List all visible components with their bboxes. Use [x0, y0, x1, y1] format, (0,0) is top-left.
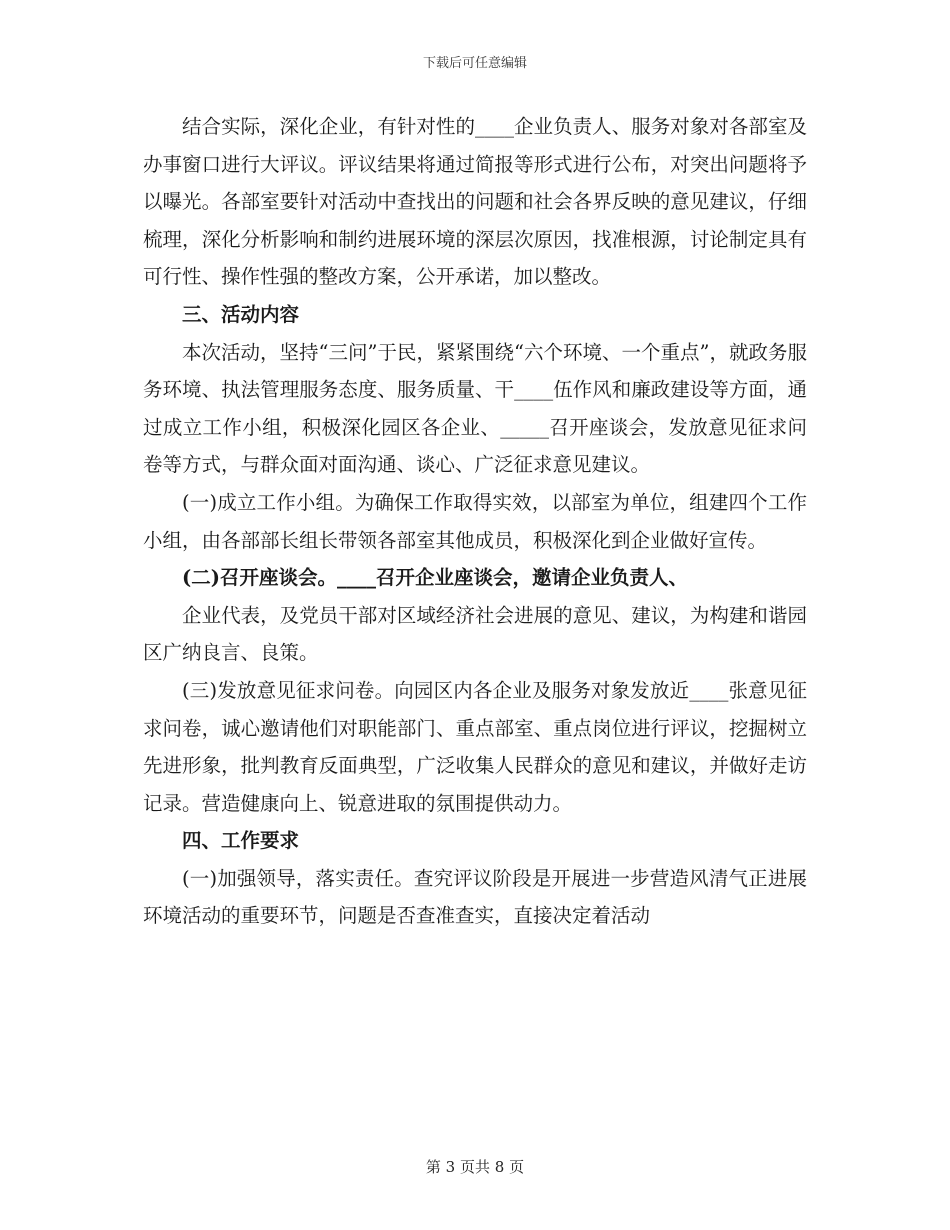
section-heading-activity-content: 三、活动内容 — [182, 302, 300, 326]
paragraph-evaluation: 结合实际，深化企业，有针对性的____企业负责人、服务对象对各部室及办事窗口进行大评议。评议结果将通过简报等形式进行公布，对突出问题将予以曝光。各部室要针对活动中查找出的问题和社会各界反映的意见建议，仔细梳理，深化分析影响和制约进展环境的深层次原因，找准根源，讨论制定具有可行性、操作性强的整改方案，公开承诺，加以整改。 — [143, 115, 807, 289]
paragraph-working-group: (一)成立工作小组。为确保工作取得实效，以部室为单位，组建四个工作小组，由各部部长组长带领各部室其他成员，积极深化到企业做好宣传。 — [143, 490, 807, 552]
page-footer: 第 3 页共 8 页 — [425, 1158, 525, 1176]
paragraph-symposium-heading: (二)召开座谈会。____召开企业座谈会，邀请企业负责人、 — [182, 566, 688, 590]
paragraph-leadership: (一)加强领导，落实责任。查究评议阶段是开展进一步营造风清气正进展环境活动的重要环节，问题是否查准查实，直接决定着活动 — [143, 866, 807, 928]
paragraph-symposium-detail: 企业代表，及党员干部对区域经济社会进展的意见、建议，为构建和谐园区广纳良言、良策。 — [143, 603, 807, 665]
paragraph-questionnaire: (三)发放意见征求问卷。向园区内各企业及服务对象发放近____张意见征求问卷，诚心邀请他们对职能部门、重点部室、重点岗位进行评议，挖掘树立先进形象，批判教育反面典型，广泛收集人民群众的意见和建议，并做好走访记录。营造健康向上、锐意进取的氛围提供动力。 — [143, 678, 807, 815]
page-header: 下载后可任意编辑 — [422, 56, 527, 71]
paragraph-activity-overview: 本次活动，坚持“三问”于民，紧紧围绕“六个环境、一个重点”，就政务服务环境、执法管理服务态度、服务质量、干____伍作风和廉政建设等方面，通过成立工作小组，积极深化园区各企业、_____召开座谈会，发放意见征求问卷等方式，与群众面对面沟通、谈心、广泛征求意见建议。 — [143, 340, 807, 477]
document-body — [143, 108, 807, 935]
section-heading-work-requirements: 四、工作要求 — [182, 829, 300, 853]
